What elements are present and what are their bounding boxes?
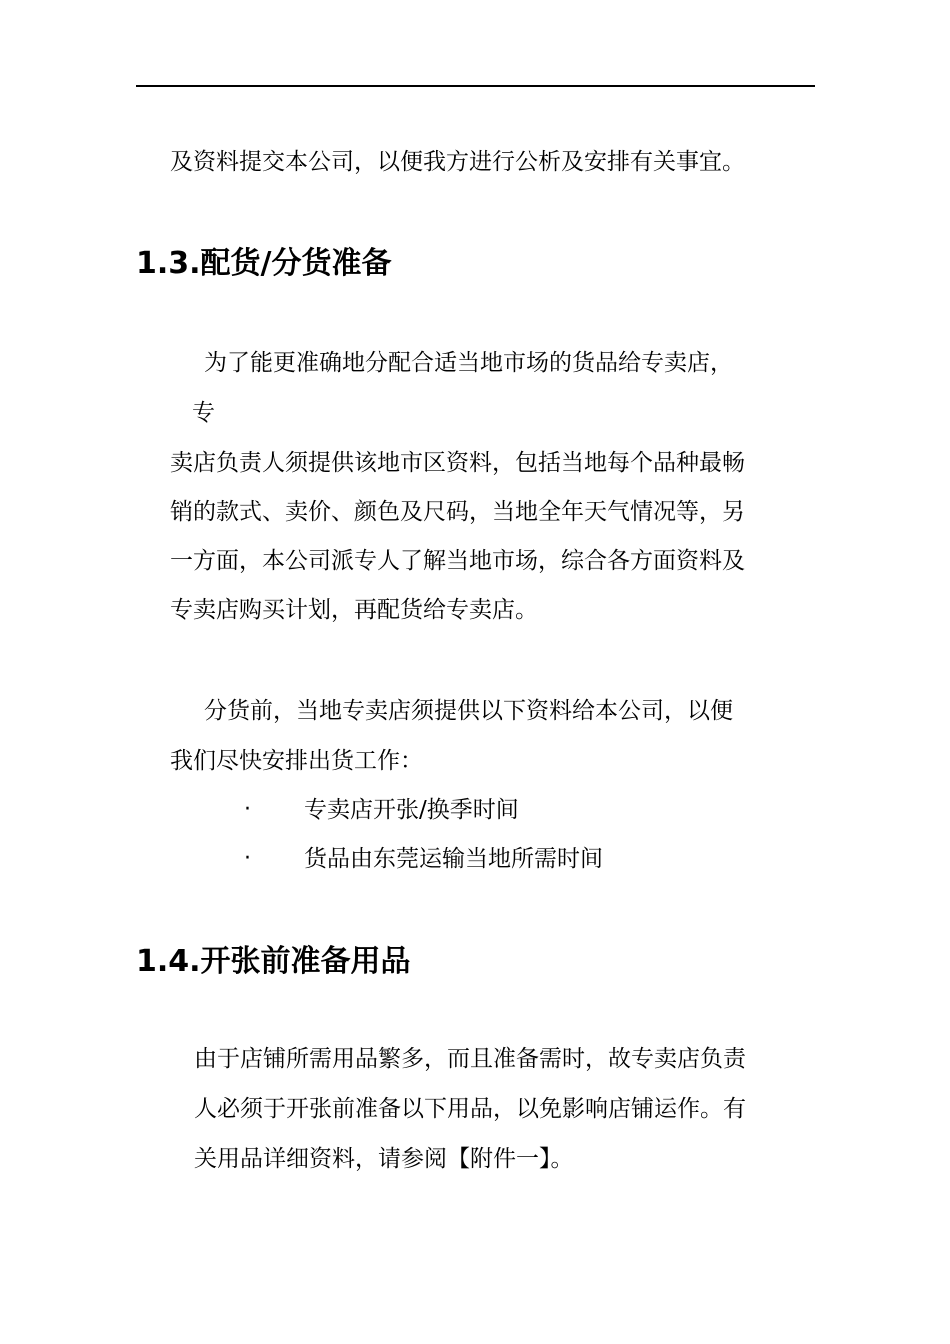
continuation-text: 及资料提交本公司，以便我方进行公析及安排有关事宜。: [170, 149, 745, 175]
paragraph-line: 卖店负责人须提供该地市区资料，包括当地每个品种最畅: [170, 450, 745, 476]
section-heading-1-4: 1.4.开张前准备用品: [136, 944, 411, 979]
paragraph-line: 关用品详细资料，请参阅【附件一】。: [194, 1146, 574, 1172]
header-rule: [136, 85, 815, 87]
list-item: 货品由东莞运输当地所需时间: [304, 846, 603, 872]
bullet-icon: ·: [244, 846, 251, 871]
paragraph-line: 一方面，本公司派专人了解当地市场，综合各方面资料及: [170, 548, 745, 574]
paragraph-line: 销的款式、卖价、颜色及尺码，当地全年天气情况等，另: [170, 499, 745, 525]
paragraph-line: 专卖店购买计划，再配货给专卖店。: [170, 597, 538, 623]
list-item: 专卖店开张/换季时间: [304, 797, 519, 823]
bullet-icon: ·: [244, 797, 251, 822]
paragraph-line: 专: [192, 400, 215, 426]
section-heading-1-3: 1.3.配货/分货准备: [136, 246, 392, 281]
paragraph-line: 人必须于开张前准备以下用品，以免影响店铺运作。有: [194, 1096, 746, 1122]
paragraph-line: 由于店铺所需用品繁多，而且准备需时，故专卖店负责: [194, 1046, 746, 1072]
paragraph-line: 为了能更准确地分配合适当地市场的货品给专卖店，: [204, 350, 733, 376]
paragraph-line: 分货前，当地专卖店须提供以下资料给本公司，以便: [204, 698, 733, 724]
paragraph-line: 我们尽快安排出货工作：: [170, 748, 423, 774]
